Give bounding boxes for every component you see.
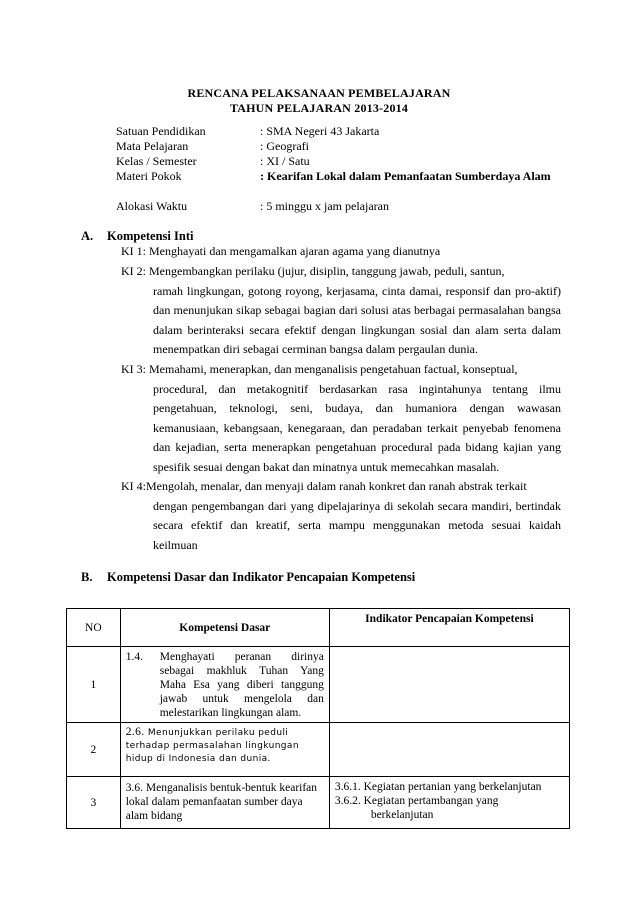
kd-text-block	[122, 724, 328, 768]
ki-head: KI 1: Menghayati dan mengamalkan ajaran agama yang dianutnya	[121, 244, 441, 258]
section-b-heading	[81, 569, 415, 585]
table-header-row	[67, 609, 570, 647]
ki-cont: ramah lingkungan, gotong royong, kerjasama, cinta damai, responsif dan pro-aktif) dan menunjukan sikap sebagai bagian dari solusi atas berbagai permasalahan bangsa dalam berinteraksi secara efektif dengan lingkungan sosial dan alam serta dalam menempatkan diri sebagai cerminan bangsa dalam pergaulan dunia.	[153, 283, 561, 356]
kd-description: Menghayati peranan dirinya sebagai makhluk Tuhan Yang Maha Esa yang diberi tanggung jawab untuk mengelola dan melestarikan lingkungan alam.	[159, 651, 324, 719]
row-kd-cell	[120, 647, 329, 723]
header-kompetensi-dasar: Kompetensi Dasar	[120, 609, 329, 647]
ki-4	[121, 477, 561, 555]
identity-label: Mata Pelajaran	[116, 139, 189, 153]
section-a-title: Kompetensi Inti	[107, 229, 194, 243]
kd-text-block	[122, 778, 328, 824]
ki-3	[121, 360, 561, 477]
row-no: 1	[67, 647, 121, 723]
identity-label: Alokasi Waktu	[116, 199, 188, 213]
row-indikator-cell	[329, 777, 569, 829]
row-no: 2	[67, 723, 121, 777]
identity-label: Kelas / Semester	[116, 154, 197, 168]
indikator-item: 3.6.2. Kegiatan pertambangan yang	[334, 795, 499, 807]
header-indikator: Indikator Pencapaian Kompetensi	[329, 609, 569, 647]
table-row	[67, 647, 570, 723]
document-title: RENCANA PELAKSANAAN PEMBELAJARAN	[187, 86, 451, 100]
row-kd-cell	[120, 723, 329, 777]
kd-description: Menunjukkan perilaku peduli terhadap permasalahan lingkungan hidup di Indonesia dan dunia.	[125, 728, 299, 764]
kd-number: 3.6.	[125, 782, 143, 794]
identity-value: : Geografi	[260, 139, 309, 153]
identity-value: : 5 minggu x jam pelajaran	[260, 199, 389, 213]
table-row	[67, 723, 570, 777]
row-kd-cell	[120, 777, 329, 829]
header-no: NO	[67, 609, 121, 647]
ki-cont: procedural, dan metakognitif berdasarkan rasa ingintahunya tentang ilmu pengetahuan, teknologi, seni, budaya, dan humaniora dengan wawasan kemanusiaan, kebangsaan, kenegaraan, dan peradaban terkait penyebab fenomena dan kejadian, serta menerapkan pengetahuan procedural pada bidang kajian yang spesifik sesuai dengan bakat dan minatnya untuk memecahkan masalah.	[153, 381, 561, 474]
identity-value: : SMA Negeri 43 Jakarta	[260, 124, 380, 138]
ki-head: KI 4:Mengolah, menalar, dan menyaji dalam ranah konkret dan ranah abstrak terkait	[121, 479, 527, 493]
kd-text-block	[122, 648, 328, 721]
ki-1	[121, 242, 561, 262]
section-b-title: Kompetensi Dasar dan Indikator Pencapaian Kompetensi	[107, 570, 416, 584]
identity-value: : XI / Satu	[260, 154, 310, 168]
competency-table	[66, 608, 570, 829]
row-no: 3	[67, 777, 121, 829]
row-indikator-cell	[329, 647, 569, 723]
kd-number: 1.4.	[125, 651, 143, 663]
identity-label: Satuan Pendidikan	[116, 124, 206, 138]
indikator-item: berkelanjutan	[370, 809, 434, 821]
document-subtitle: TAHUN PELAJARAN 2013-2014	[229, 101, 409, 115]
section-a-letter: A.	[81, 229, 94, 243]
identity-label: Materi Pokok	[116, 169, 182, 183]
ki-head: KI 3: Memahami, menerapkan, dan menganalisis pengetahuan factual, konseptual,	[121, 362, 518, 376]
kd-description: Menganalisis bentuk-bentuk kearifan lokal dalam pemanfaatan sumber daya alam bidang	[125, 782, 318, 822]
kd-number: 2.6.	[125, 726, 145, 738]
ki-head: KI 2: Mengembangkan perilaku (jujur, disiplin, tanggung jawab, peduli, santun,	[121, 264, 505, 278]
ki-2	[121, 262, 561, 360]
row-indikator-cell	[329, 723, 569, 777]
section-b-letter: B.	[81, 570, 93, 584]
identity-value-materi-pokok: : Kearifan Lokal dalam Pemanfaatan Sumberdaya Alam	[260, 169, 551, 183]
table-row	[67, 777, 570, 829]
ki-cont: dengan pengembangan dari yang dipelajarinya di sekolah secara mandiri, bertindak secara efektif dan kreatif, serta mampu menggunakan metoda sesuai kaidah keilmuan	[153, 498, 561, 552]
indikator-item: 3.6.1. Kegiatan pertanian yang berkelanjutan	[334, 781, 542, 793]
